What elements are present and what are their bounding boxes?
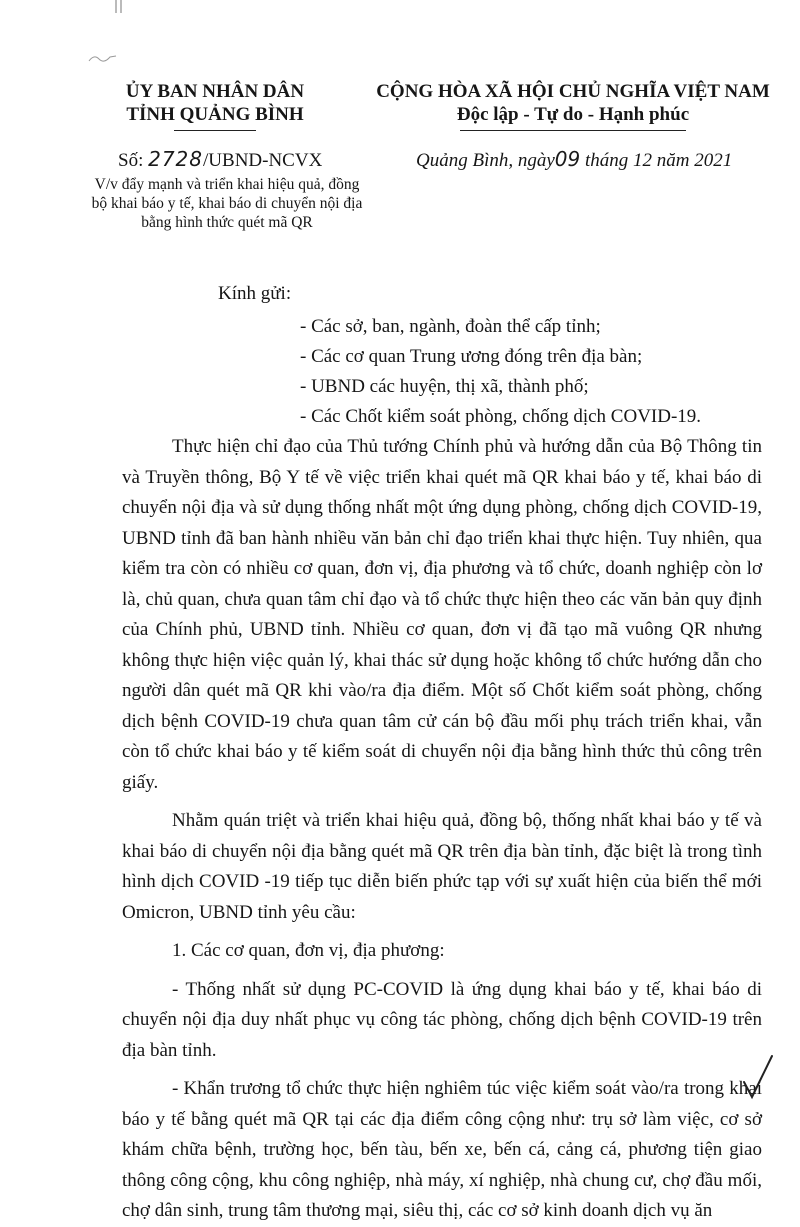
handwritten-day: 09 [554, 147, 581, 171]
number-suffix: /UBND-NCVX [203, 150, 323, 171]
recipient-item: - Các cơ quan Trung ương đóng trên địa bàn; [300, 346, 643, 367]
handwritten-number: 2728 [148, 147, 204, 171]
document-date [416, 147, 732, 172]
national-title: CỘNG HÒA XÃ HỘI CHỦ NGHĨA VIỆT NAM [376, 81, 770, 102]
check-mark-icon [740, 1052, 780, 1102]
motto-underline [460, 130, 686, 131]
issuer-header [90, 80, 340, 131]
document-subject: V/v đẩy mạnh và triển khai hiệu quả, đồng bộ khai báo y tế, khai báo di chuyển nội địa bằng hình thức quét mã QR [91, 176, 363, 231]
national-motto: Độc lập - Tự do - Hạnh phúc [456, 104, 690, 125]
body-paragraph-3: - Thống nhất sử dụng PC-COVID là ứng dụng khai báo y tế, khai báo di chuyển nội địa duy nhất phục vụ công tác phòng, chống dịch bệnh COVID-19 trên địa bàn tỉnh. [122, 978, 762, 1061]
date-place: Quảng Bình, ngày [416, 150, 555, 171]
national-header [368, 80, 778, 131]
scan-mark-icon [113, 0, 125, 14]
recipient-list [300, 312, 701, 432]
salutation: Kính gửi: [218, 283, 292, 304]
pen-scribble-icon [88, 52, 118, 64]
issuer-underline [174, 130, 256, 131]
recipient-item: - Các sở, ban, ngành, đoàn thể cấp tỉnh; [300, 316, 601, 337]
number-prefix: Số: [118, 150, 144, 171]
body-paragraph-1: Thực hiện chỉ đạo của Thủ tướng Chính phủ và hướng dẫn của Bộ Thông tin và Truyền thông, Bộ Y tế về việc triển khai quét mã QR khai báo y tế, khai báo di chuyển nội địa và sử dụng thống nhất một ứng dụng phòng, chống dịch COVID-19, UBND tỉnh đã ban hành nhiều văn bản chỉ đạo triển khai thực hiện. Tuy nhiên, qua kiểm tra còn có nhiều cơ quan, đơn vị, địa phương và tổ chức, doanh nghiệp còn lơ là, chủ quan, chưa quan tâm chỉ đạo và tổ chức thực hiện theo các văn bản quy định của Chính phủ, UBND tỉnh. Nhiều cơ quan, đơn vị đã tạo mã vuông QR nhưng không thực hiện việc quản lý, khai thác sử dụng hoặc không tổ chức hướng dẫn cho người dân quét mã QR khi vào/ra địa điểm. Một số Chốt kiểm soát phòng, chống dịch bệnh COVID-19 chưa quan tâm cử cán bộ đầu mối phụ trách triển khai, vẫn còn tổ chức khai báo y tế kiểm soát di chuyển nội địa bằng hình thức thủ công trên giấy. [122, 436, 762, 793]
document-number [118, 147, 322, 172]
issuer-line-1: ỦY BAN NHÂN DÂN [125, 81, 305, 102]
document-body [122, 432, 762, 1227]
issuer-line-2: TỈNH QUẢNG BÌNH [126, 104, 304, 125]
date-month-year: tháng 12 năm 2021 [585, 150, 733, 171]
recipient-item: - UBND các huyện, thị xã, thành phố; [300, 376, 589, 397]
body-paragraph-4: - Khẩn trương tổ chức thực hiện nghiêm túc việc kiểm soát vào/ra trong khai báo y tế bằng quét mã QR tại các địa điểm công cộng như: trụ sở làm việc, cơ sở khám chữa bệnh, trường học, bến tàu, bến xe, bến cá, cảng cá, phương tiện giao thông công cộng, khu công nghiệp, nhà máy, xí nghiệp, nhà chung cư, chợ đầu mối, chợ dân sinh, trung tâm thương mại, siêu thị, các cơ sở kinh doanh dịch vụ ăn [122, 1078, 762, 1221]
recipient-item: - Các Chốt kiểm soát phòng, chống dịch COVID-19. [300, 406, 702, 427]
body-section-heading: 1. Các cơ quan, đơn vị, địa phương: [172, 940, 445, 961]
body-paragraph-2: Nhằm quán triệt và triển khai hiệu quả, đồng bộ, thống nhất khai báo y tế và khai báo di chuyển nội địa bằng quét mã QR trên địa bàn tỉnh, đặc biệt là trong tình hình dịch COVID -19 tiếp tục diễn biến phức tạp với sự xuất hiện của biến thể mới Omicron, UBND tỉnh yêu cầu: [122, 810, 762, 923]
